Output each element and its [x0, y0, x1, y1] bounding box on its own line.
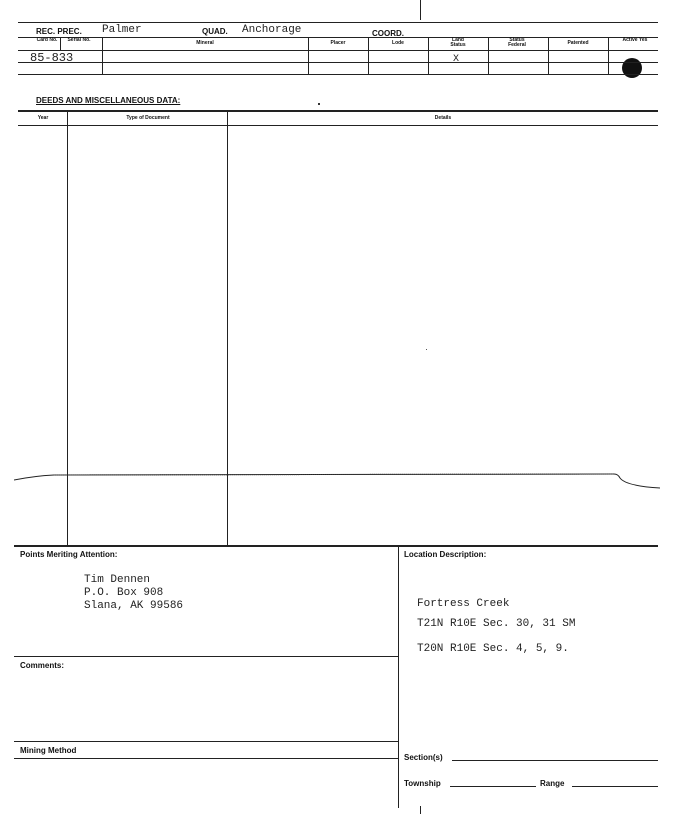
hdr-divider-1 [60, 37, 61, 50]
stray-dot-2 [426, 349, 427, 350]
section-fill-line [452, 760, 658, 761]
header-rule-3 [18, 50, 658, 51]
hdr-divider-2 [102, 37, 103, 74]
register-tick-top [420, 0, 421, 20]
col-land-status: Land Status [450, 37, 466, 48]
rec-prec-label: REC. PREC. [36, 27, 82, 36]
section-label: Section(s) [404, 753, 443, 762]
header-rule-2 [18, 37, 658, 38]
col-card-no: Card No. [36, 37, 58, 43]
col-lode: Lode [392, 40, 404, 46]
hdr-divider-3 [308, 37, 309, 74]
contact-name: Tim Dennen [84, 574, 151, 586]
township-fill-line [450, 786, 536, 787]
stray-dot [318, 103, 320, 105]
range-label: Range [540, 779, 565, 788]
deeds-bottom-rule [14, 545, 658, 547]
col-patented: Patented [567, 40, 589, 46]
contact-address-2: Slana, AK 99586 [84, 600, 184, 612]
lower-center-divider [398, 546, 399, 808]
hdr-divider-7 [548, 37, 549, 74]
points-label: Points Meriting Attention: [20, 550, 118, 559]
col-mineral: Mineral [196, 40, 214, 46]
mining-method-label: Mining Method [20, 746, 77, 755]
rec-prec-value: Palmer [102, 24, 142, 36]
hdr-divider-6 [488, 37, 489, 74]
coord-label: COORD. [372, 29, 404, 38]
hdr-divider-5 [428, 37, 429, 74]
col-active: Active Yes [622, 37, 648, 43]
location-line-3: T20N R10E Sec. 4, 5, 9. [417, 643, 569, 655]
deeds-section-title: DEEDS AND MISCELLANEOUS DATA: [36, 96, 181, 105]
deeds-top-rule [18, 110, 658, 112]
deeds-header-rule [18, 125, 658, 126]
active-punch-hole [622, 58, 642, 78]
col-details: Details [434, 115, 452, 121]
location-line-1: Fortress Creek [417, 598, 510, 610]
col-type-of-document: Type of Document [126, 115, 170, 121]
register-tick-bottom [420, 806, 421, 814]
quad-value: Anchorage [242, 24, 302, 36]
fold-line [14, 466, 660, 492]
header-bottom-rule [18, 74, 658, 75]
col-placer: Placer [330, 40, 346, 46]
township-label: Township [404, 779, 441, 788]
range-fill-line [572, 786, 658, 787]
contact-address-1: P.O. Box 908 [84, 587, 164, 599]
mining-top-rule [14, 741, 398, 742]
comments-label: Comments: [20, 661, 65, 670]
hdr-divider-8 [608, 37, 609, 74]
header-top-rule [18, 22, 658, 23]
col-year: Year [37, 115, 49, 121]
col-status-federal: Status Federal [508, 37, 526, 48]
hdr-divider-4 [368, 37, 369, 74]
location-label: Location Description: [404, 550, 487, 559]
header-rule-4 [18, 62, 658, 63]
comments-top-rule [14, 656, 398, 657]
land-status-mark: X [453, 54, 460, 65]
quad-label: QUAD. [202, 27, 228, 36]
card-number-value: 85-833 [30, 51, 74, 65]
mining-bottom-rule [14, 758, 398, 759]
col-serial-no: Serial No. [67, 37, 91, 43]
location-line-2: T21N R10E Sec. 30, 31 SM [417, 618, 576, 630]
